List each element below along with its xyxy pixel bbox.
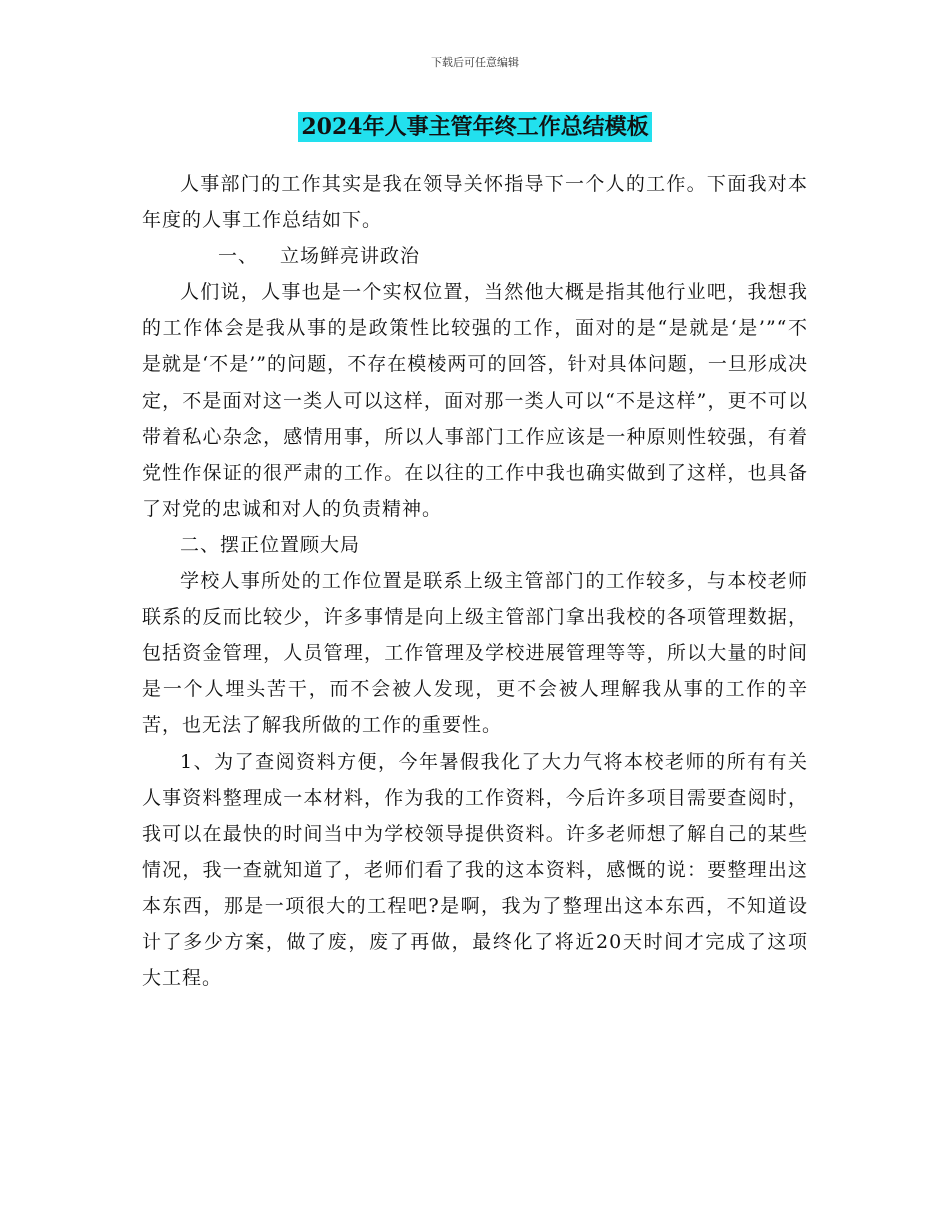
intro-paragraph: 人事部门的工作其实是我在领导关怀指导下一个人的工作。下面我对本年度的人事工作总结如下。 xyxy=(142,173,808,232)
paragraph-3: 1、为了查阅资料方便，今年暑假我化了大力气将本校老师的所有有关人事资料整理成一本材料，作为我的工作资料，今后许多项目需要查阅时，我可以在最快的时间当中为学校领导提供资料。许多老师想了解自己的某些情况，我一查就知道了，老师们看了我的这本资料，感慨的说：要整理出这本东西，那是一项很大的工程吧?是啊，我为了整理出这本东西，不知道设计了多少方案，做了废，废了再做，最终化了将近20天时间才完成了这项大工程。 xyxy=(142,750,808,990)
document-title: 2024年人事主管年终工作总结模板 xyxy=(298,112,651,142)
header-note: 下载后可任意编辑 xyxy=(431,56,519,69)
paragraph-1: 人们说，人事也是一个实权位置，当然他大概是指其他行业吧，我想我的工作体会是我从事的是政策性比较强的工作，面对的是“是就是‘是’”“不是就是‘不是’”的问题，不存在模棱两可的回答，针对具体问题，一旦形成决定，不是面对这一类人可以这样，面对那一类人可以“不是这样”，更不可以带着私心杂念，感情用事，所以人事部门工作应该是一种原则性较强，有着党性作保证的很严肃的工作。在以往的工作中我也确实做到了这样，也具备了对党的忠诚和对人的负责精神。 xyxy=(142,281,808,520)
section-heading-2: 二、摆正位置顾大局 xyxy=(180,533,361,556)
title-container xyxy=(0,112,950,142)
document-body xyxy=(142,166,808,996)
paragraph-2: 学校人事所处的工作位置是联系上级主管部门的工作较多，与本校老师联系的反而比较少，许多事情是向上级主管部门拿出我校的各项管理数据，包括资金管理，人员管理，工作管理及学校进展管理等等，所以大量的时间是一个人埋头苦干，而不会被人发现，更不会被人理解我从事的工作的辛苦，也无法了解我所做的工作的重要性。 xyxy=(142,570,808,737)
section-heading-1 xyxy=(142,238,808,274)
section-heading-1-text: 立场鲜亮讲政治 xyxy=(280,245,421,268)
section-heading-1-number: 一、 xyxy=(218,245,259,268)
